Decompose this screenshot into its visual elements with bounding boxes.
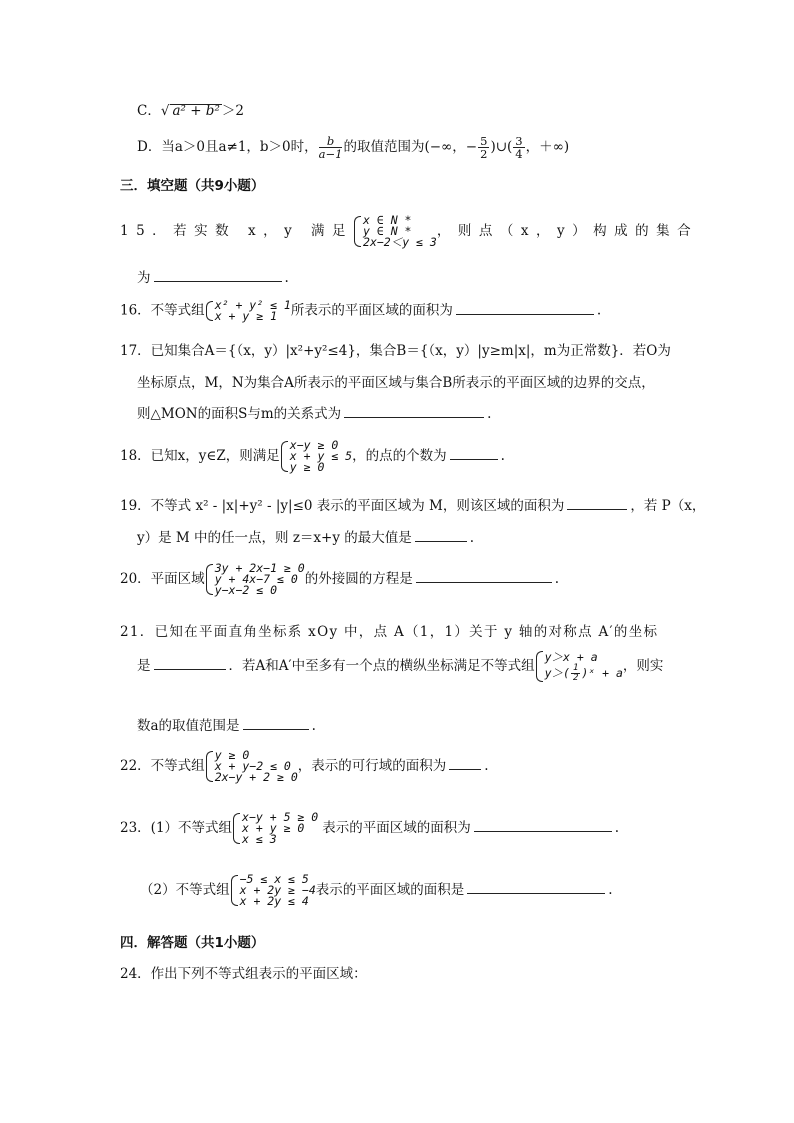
answer-blank bbox=[415, 540, 467, 542]
option-c: C．√ a² + b² ＞2 bbox=[137, 103, 244, 119]
section-heading-fill-in: 三．填空题（共9小题） bbox=[120, 178, 265, 194]
inequality-system: x−y ≥ 0 x + y ≤ 5 y ≥ 0 bbox=[280, 440, 352, 473]
inequality-system: x² + y² ≤ 1 x + y ≥ 1 bbox=[205, 300, 291, 322]
sqrt-icon: √ bbox=[160, 103, 170, 119]
fraction: $\frac{b}{a-1}$ bbox=[318, 134, 343, 161]
fraction: $\frac{3}{4}$ bbox=[515, 134, 523, 161]
answer-blank bbox=[243, 728, 309, 730]
answer-blank bbox=[474, 830, 612, 832]
question-17-line2: 坐标原点，M，N为集合A所表示的平面区域与集合B所表示的平面区域的边界的交点， bbox=[137, 375, 655, 391]
answer-blank bbox=[416, 581, 552, 583]
inequality-system: −5 ≤ x ≤ 5 x + 2y ≥ −4 x + 2y ≤ 4 bbox=[230, 874, 316, 907]
answer-blank bbox=[344, 416, 484, 418]
inequality-system: x ∈ N * y ∈ N * 2x−2＜y ≤ 3 bbox=[353, 215, 437, 248]
answer-blank bbox=[449, 768, 481, 770]
question-20: 20．平面区域 3y + 2x−1 ≥ 0 y + 4x−7 ≤ 0 y−x−2 ≤ 0 的外接圆的方程是 . bbox=[120, 561, 559, 597]
question-21-line2: 是 ．若A和A′中至多有一个点的横纵坐标满足不等式组 y＞x + a y＞( $\frac{1}{2}$ )ˣ + a ，则实 bbox=[137, 650, 664, 683]
question-23-part2: （2）不等式组 −5 ≤ x ≤ 5 x + 2y ≥ −4 x + 2y ≤ 4 表示的平面区域的面积是 . bbox=[140, 872, 613, 908]
inequality-system: x−y + 5 ≥ 0 x + y ≥ 0 x ≤ 3 bbox=[232, 812, 318, 845]
question-17-line1: 17．已知集合A＝{（x，y）|x²+y²≤4}，集合B＝{（x，y）|y≥m|x|，m为正常数}．若O为 bbox=[120, 343, 671, 359]
inequality-system: 3y + 2x−1 ≥ 0 y + 4x−7 ≤ 0 y−x−2 ≤ 0 bbox=[205, 563, 305, 596]
answer-blank bbox=[154, 280, 282, 282]
question-21-line1: 21．已知在平面直角坐标系 xOy 中，点 A（1，1）关于 y 轴的对称点 A′的坐标 bbox=[120, 624, 659, 640]
inequality-system: y＞x + a y＞( $\frac{1}{2}$ )ˣ + a bbox=[535, 650, 623, 683]
fraction: $\frac{5}{2}$ bbox=[480, 134, 488, 161]
question-18: 18．已知x，y∈Z，则满足 x−y ≥ 0 x + y ≤ 5 y ≥ 0 ，的点的个数为 . bbox=[120, 438, 505, 474]
question-17-line3: 则△MON的面积S与m的关系式为 . bbox=[137, 406, 492, 422]
question-16: 16．不等式组 x² + y² ≤ 1 x + y ≥ 1 所表示的平面区域的面积为 . bbox=[120, 298, 602, 323]
inequality-system: y ≥ 0 x + y−2 ≤ 0 2x−y + 2 ≥ 0 bbox=[205, 750, 298, 783]
question-22: 22．不等式组 y ≥ 0 x + y−2 ≤ 0 2x−y + 2 ≥ 0 ，表示的可行域的面积为 . bbox=[120, 748, 489, 784]
answer-blank bbox=[456, 313, 594, 315]
answer-blank bbox=[450, 458, 498, 460]
question-24: 24．作出下列不等式组表示的平面区域： bbox=[120, 966, 367, 982]
question-19-line2: y）是 M 中的任一点，则 z＝x+y 的最大值是 . bbox=[137, 530, 475, 546]
question-21-line3: 数a的取值范围是 . bbox=[137, 718, 316, 734]
option-d: D．当a＞0且a≠1，b＞0时， $\frac{b}{a-1}$ 的取值范围为(−∞，− $\frac{5}{2}$ )∪( $\frac{3}{4}$ ，＋∞) bbox=[137, 134, 570, 161]
question-15-cont: 为 . bbox=[137, 270, 289, 286]
section-heading-solutions: 四．解答题（共1小题） bbox=[120, 935, 265, 951]
question-23-part1: 23．(1）不等式组 x−y + 5 ≥ 0 x + y ≥ 0 x ≤ 3 表示的平面区域的面积为 . bbox=[120, 810, 620, 846]
question-15: 15．若实数 x，y 满足 x ∈ N * y ∈ N * 2x−2＜y ≤ 3 ，则点（x，y）构成的集合 bbox=[120, 213, 699, 249]
answer-blank bbox=[567, 508, 627, 510]
question-19-line1: 19．不等式 x² - |x|+y² - |y|≤0 表示的平面区域为 M，则该区域的面积为 ，若 P（x， bbox=[120, 498, 706, 514]
answer-blank bbox=[154, 668, 226, 670]
option-c-expr: a² + b² bbox=[172, 103, 220, 119]
answer-blank bbox=[467, 892, 605, 894]
